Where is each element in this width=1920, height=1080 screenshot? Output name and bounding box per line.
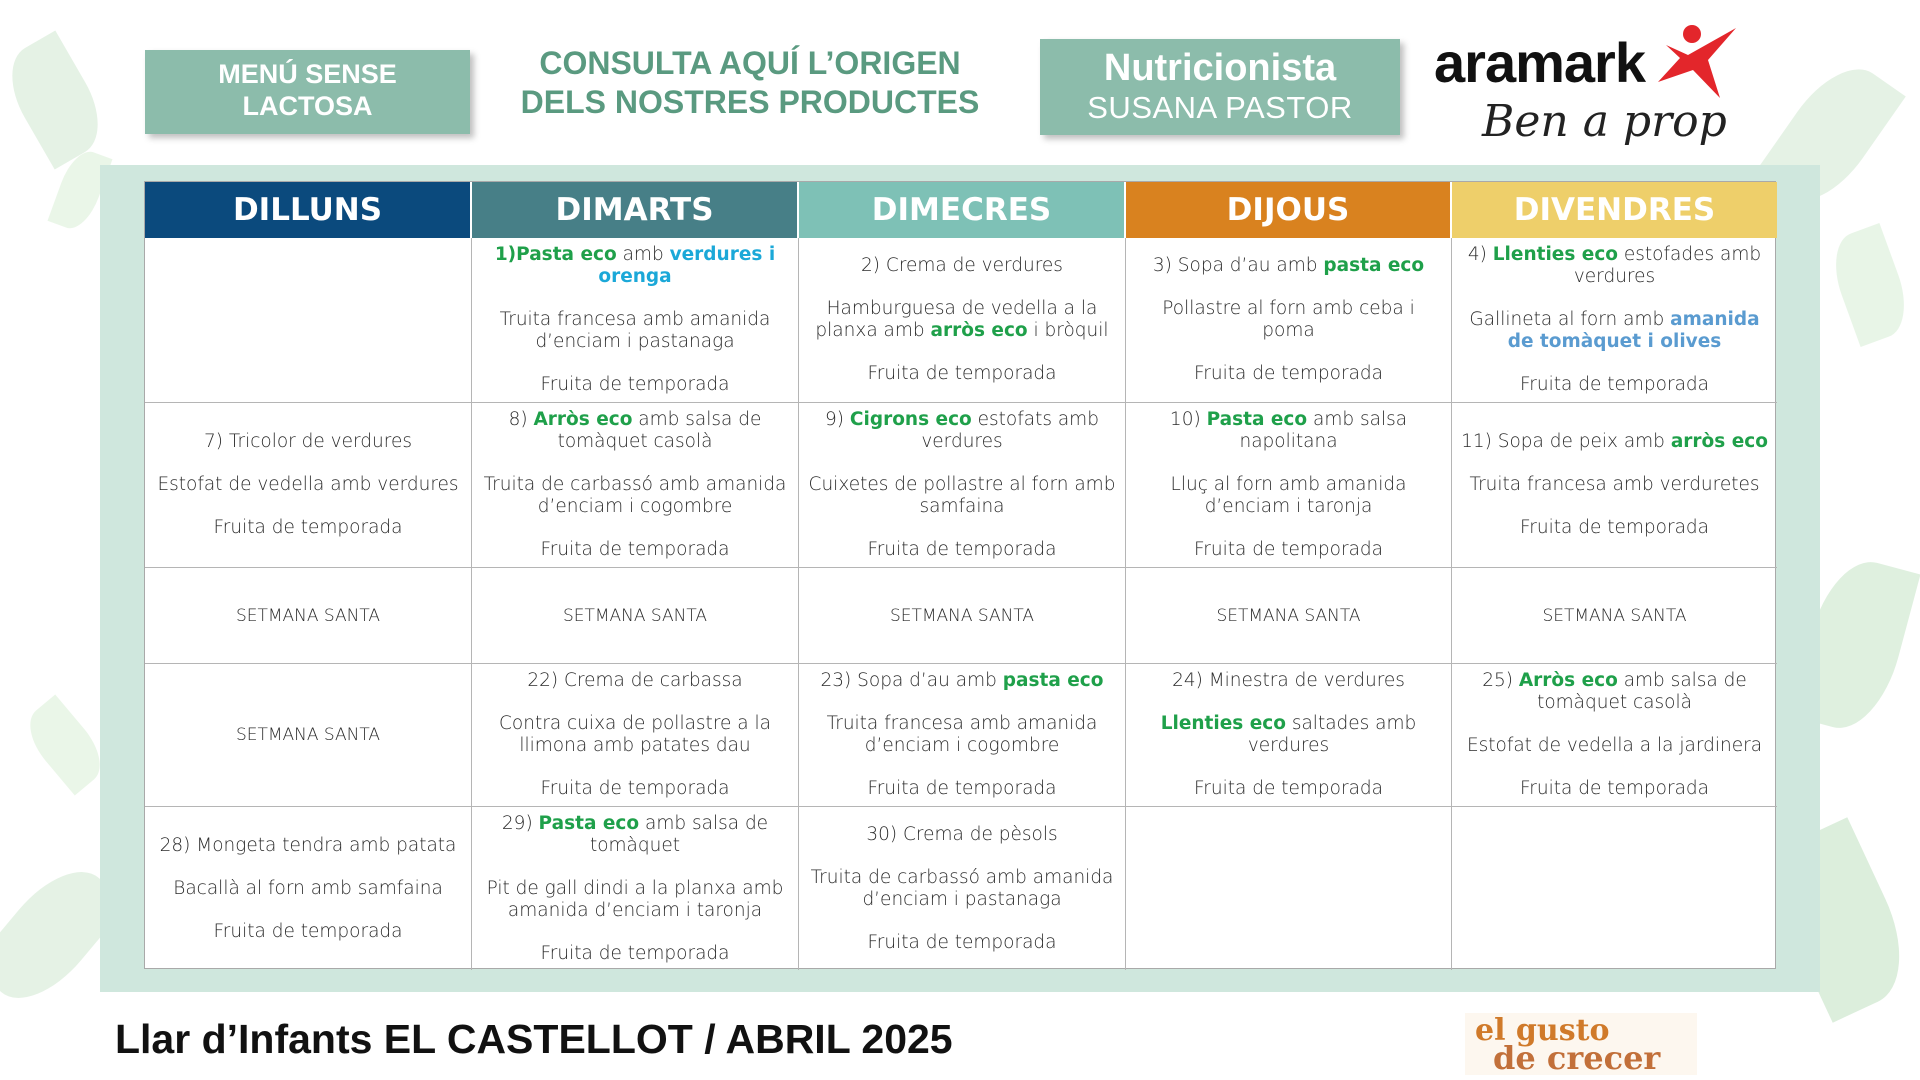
menu-cell-day-7 <box>145 403 472 568</box>
first-course: 30) Crema de pèsols <box>866 823 1058 845</box>
holiday-cell: SETMANA SANTA <box>472 568 799 664</box>
second-course: Lluç al forn amb amanida d’enciam i taronja <box>1170 474 1407 517</box>
product-origin-line1: CONSULTA AQUÍ L’ORIGEN <box>539 45 961 81</box>
eco-product: Pasta eco <box>1206 409 1308 430</box>
dish-text: 11) Sopa de peix amb <box>1461 431 1671 452</box>
eco-product: Llenties eco <box>1492 244 1619 265</box>
menu-cell-day-4 <box>1452 238 1777 403</box>
first-course: 2) Crema de verdures <box>861 255 1063 276</box>
dessert: Fruita de temporada <box>540 374 730 395</box>
dish-text: 4) <box>1467 244 1493 265</box>
dessert: Fruita de temporada <box>867 778 1057 799</box>
dish-text: amb salsa de tomàquet casolà <box>1537 670 1747 713</box>
menu-cell-day-10 <box>1126 403 1452 568</box>
first-course: 28) Mongeta tendra amb patata <box>159 834 457 856</box>
nutritionist-title: Nutricionista <box>1103 47 1337 89</box>
dish-text: 23) Sopa d’au amb <box>820 670 1003 691</box>
product-origin-line2: DELS NOSTRES PRODUCTES <box>520 84 980 120</box>
second-course: Estofat de vedella a la jardinera <box>1466 735 1763 756</box>
dish-text: 10) <box>1169 409 1207 430</box>
aramark-logo <box>1420 8 1744 168</box>
holiday-cell: SETMANA SANTA <box>1126 568 1452 664</box>
menu-cell-empty <box>1452 807 1777 970</box>
second-course: Estofat de vedella amb verdures <box>157 474 459 495</box>
menu-cell-day-2 <box>799 238 1126 403</box>
dish-text: saltades amb verdures <box>1247 713 1417 756</box>
dessert: Fruita de temporada <box>213 517 403 538</box>
second-course: Bacallà al forn amb samfaina <box>173 877 443 899</box>
eco-product: Llenties eco <box>1160 713 1286 734</box>
aramark-tagline: Ben a prop <box>1482 96 1727 147</box>
school-month-title: Llar d’Infants EL CASTELLOT / ABRIL 2025 <box>115 1016 953 1062</box>
nutritionist-name: SUSANA PASTOR <box>1087 90 1353 125</box>
eco-product: arròs eco <box>930 320 1028 341</box>
aramark-wordmark: aramark <box>1434 31 1645 94</box>
dessert: Fruita de temporada <box>540 942 730 964</box>
menu-type-line1: MENÚ SENSE <box>218 59 397 89</box>
dessert: Fruita de temporada <box>1520 374 1709 395</box>
monthly-menu-table <box>144 181 1776 969</box>
menu-cell-empty <box>1126 807 1452 970</box>
highlight-product: amanida de tomàquet i olives <box>1507 309 1760 352</box>
dessert: Fruita de temporada <box>1194 363 1383 384</box>
highlight-product: verdures i orenga <box>598 244 776 287</box>
holiday-cell: SETMANA SANTA <box>799 568 1126 664</box>
eco-product: arròs eco <box>1670 431 1768 452</box>
menu-cell-day-29 <box>472 807 799 970</box>
eco-product: pasta eco <box>1323 255 1425 276</box>
second-course: Cuixetes de pollastre al forn amb samfaina <box>808 474 1116 517</box>
dessert: Fruita de temporada <box>1520 517 1709 538</box>
menu-type-badge <box>145 50 470 134</box>
product-origin-link[interactable] <box>500 44 1000 122</box>
dessert: Fruita de temporada <box>1520 778 1709 799</box>
day-number: 1) <box>494 244 517 265</box>
dish-text: estofades amb verdures <box>1573 244 1762 287</box>
second-course: Truita de carbassó amb amanida d’enciam i cogombre <box>483 474 787 517</box>
dessert: Fruita de temporada <box>867 931 1057 953</box>
menu-type-line2: LACTOSA <box>242 91 373 121</box>
second-course: Pit de gall dindi a la planxa amb amanida d’enciam i taronja <box>486 877 784 921</box>
menu-cell-day-3 <box>1126 238 1452 403</box>
menu-cell-day-30 <box>799 807 1126 970</box>
el-gusto-de-crecer-logo <box>1465 1013 1697 1075</box>
dish-text: i bròquil <box>1027 320 1109 341</box>
menu-cell-empty <box>145 238 472 403</box>
menu-cell-day-23 <box>799 664 1126 807</box>
second-course: Pollastre al forn amb ceba i poma <box>1162 298 1415 341</box>
header-dijous: DIJOUS <box>1126 182 1452 238</box>
dish-text: 25) <box>1482 670 1519 691</box>
first-course: 7) Tricolor de verdures <box>204 431 412 452</box>
brand-line1: el gusto <box>1475 1013 1610 1048</box>
dessert: Fruita de temporada <box>213 920 403 942</box>
dish-text: 8) <box>508 409 534 430</box>
dessert: Fruita de temporada <box>540 539 730 560</box>
first-course: 24) Minestra de verdures <box>1172 670 1405 691</box>
header-dilluns: DILLUNS <box>145 182 472 238</box>
dish-text: 9) <box>825 409 850 430</box>
first-course: 22) Crema de carbassa <box>527 670 743 691</box>
dish-text: Hamburguesa de vedella a la planxa amb <box>815 298 1098 341</box>
second-course: Contra cuixa de pollastre a la llimona amb patates dau <box>499 713 771 756</box>
dish-text: estofats amb verdures <box>921 409 1099 452</box>
second-course: Truita francesa amb verduretes <box>1469 474 1760 495</box>
eco-product: Arròs eco <box>533 409 633 430</box>
header-dimecres: DIMECRES <box>799 182 1126 238</box>
nutritionist-badge <box>1040 39 1400 135</box>
menu-cell-day-8 <box>472 403 799 568</box>
dessert: Fruita de temporada <box>1194 778 1383 799</box>
eco-product: Pasta eco <box>516 244 617 265</box>
menu-cell-day-28 <box>145 807 472 970</box>
menu-cell-day-1 <box>472 238 799 403</box>
second-course: Truita de carbassó amb amanida d’enciam i pastanaga <box>810 866 1114 910</box>
header-dimarts: DIMARTS <box>472 182 799 238</box>
dish-text: amb <box>616 244 670 265</box>
dessert: Fruita de temporada <box>1194 539 1383 560</box>
menu-cell-day-11 <box>1452 403 1777 568</box>
eco-product: pasta eco <box>1002 670 1104 691</box>
second-course: Truita francesa amb amanida d’enciam i cogombre <box>826 713 1098 756</box>
dish-text: amb salsa napolitana <box>1239 409 1408 452</box>
dessert: Fruita de temporada <box>867 539 1057 560</box>
eco-product: Pasta eco <box>538 812 640 834</box>
menu-cell-day-9 <box>799 403 1126 568</box>
holiday-cell: SETMANA SANTA <box>1452 568 1777 664</box>
dish-text: 29) <box>501 812 539 834</box>
dish-text: amb salsa de tomàquet casolà <box>557 409 762 452</box>
dish-text: Gallineta al forn amb <box>1469 309 1671 330</box>
eco-product: Cigrons eco <box>849 409 972 430</box>
dessert: Fruita de temporada <box>867 363 1057 384</box>
dish-text: 3) Sopa d’au amb <box>1152 255 1324 276</box>
second-course: Truita francesa amb amanida d’enciam i pastanaga <box>499 309 771 352</box>
header-divendres: DIVENDRES <box>1452 182 1777 238</box>
holiday-cell: SETMANA SANTA <box>145 664 472 807</box>
menu-cell-day-25 <box>1452 664 1777 807</box>
holiday-cell: SETMANA SANTA <box>145 568 472 664</box>
menu-cell-day-24 <box>1126 664 1452 807</box>
aramark-star-person-icon <box>1648 20 1738 100</box>
dish-text: amb salsa de tomàquet <box>589 812 769 856</box>
brand-line2: de crecer <box>1493 1039 1661 1077</box>
menu-cell-day-22 <box>472 664 799 807</box>
eco-product: Arròs eco <box>1518 670 1618 691</box>
dessert: Fruita de temporada <box>540 778 730 799</box>
